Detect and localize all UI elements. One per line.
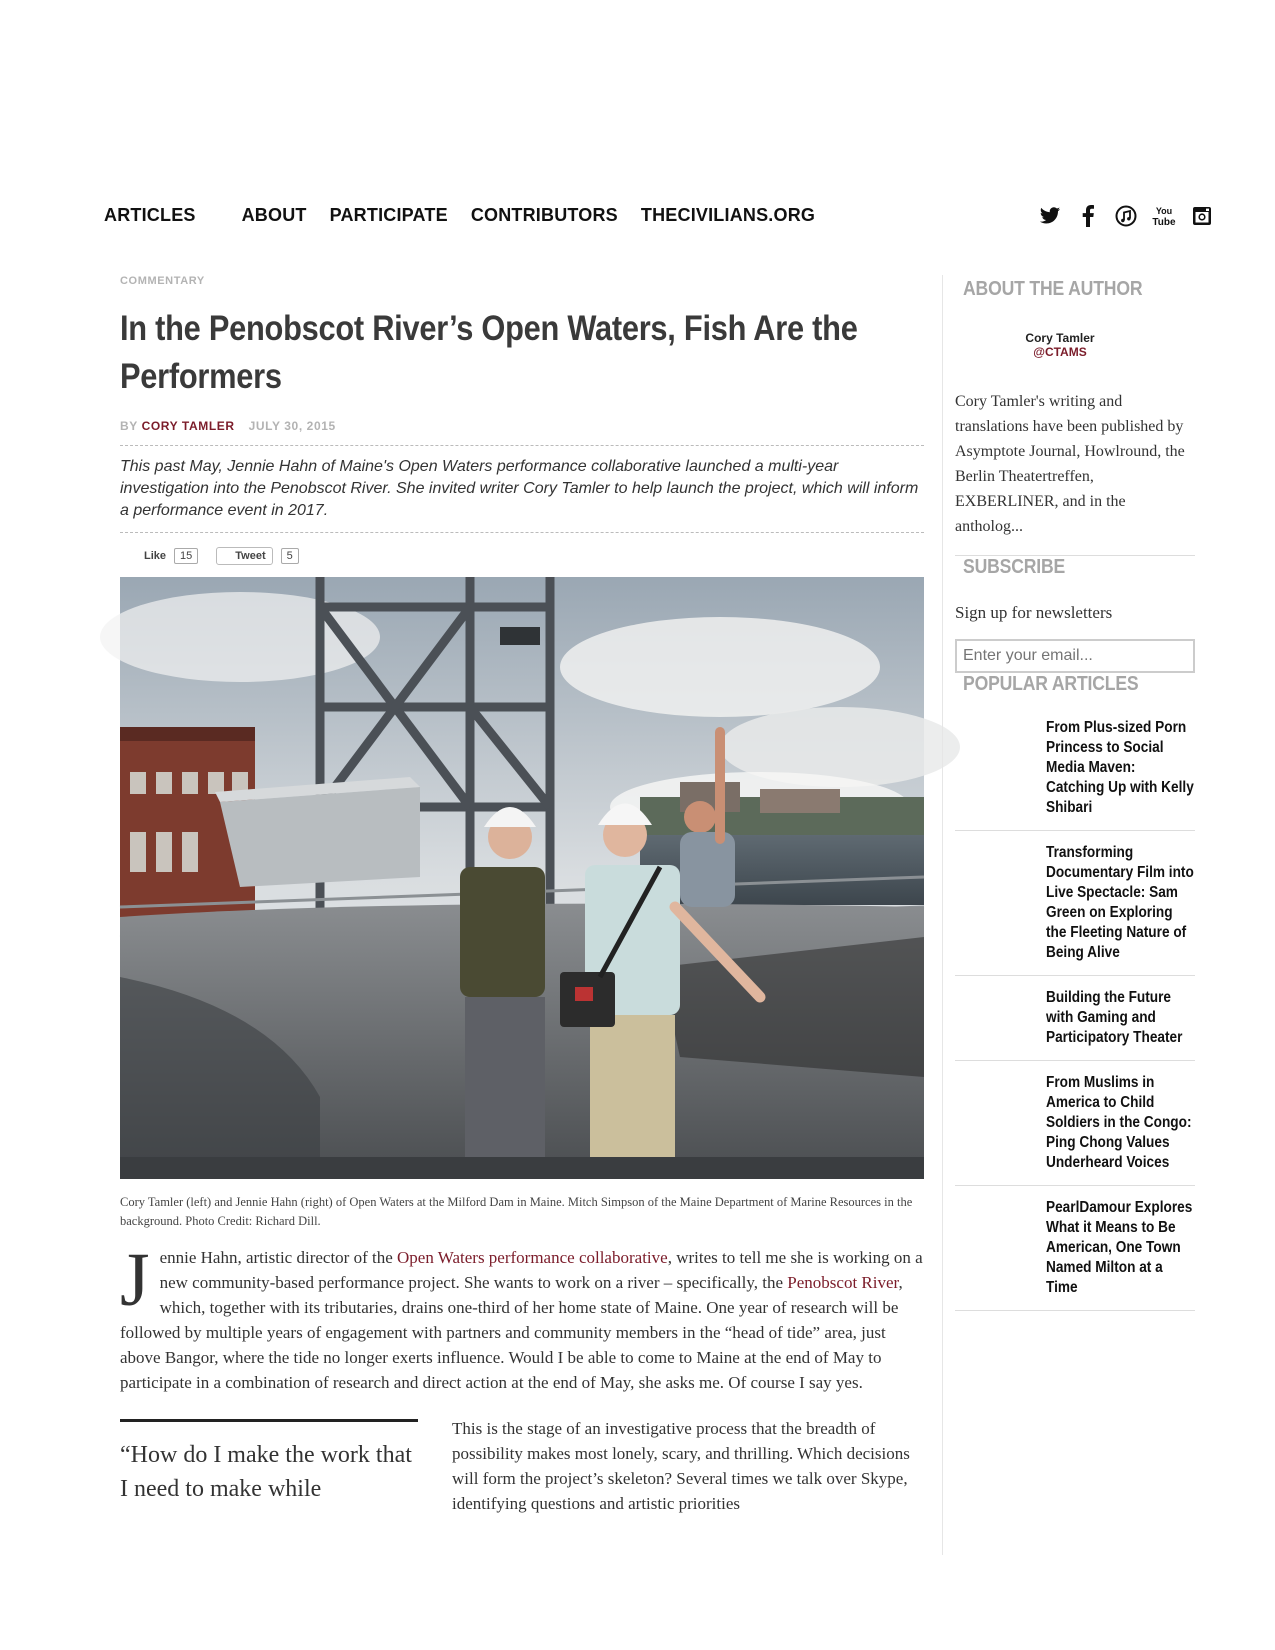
sidebar-divider: [942, 275, 943, 1555]
social-links: [1039, 205, 1213, 227]
photo-caption: Cory Tamler (left) and Jennie Hahn (right) of Open Waters at the Milford Dam in Maine. Mitch Simpson of the Maine Department of Marine Resources in the background. Photo Credit: Richard Dill.: [120, 1195, 913, 1228]
about-author-heading: ABOUT THE AUTHOR: [963, 278, 1143, 300]
itunes-icon[interactable]: [1115, 205, 1137, 227]
main-nav: [104, 205, 838, 226]
like-button[interactable]: Like: [144, 550, 167, 562]
tweet-count: 5: [281, 548, 299, 564]
popular-article-title[interactable]: PearlDamour Explores What it Means to Be American, One Town Named Milton at a Time: [1046, 1199, 1193, 1296]
popular-article-title[interactable]: From Muslims in America to Child Soldiers in the Congo: Ping Chong Values Underheard Voices: [1046, 1074, 1192, 1171]
pull-quote: “How do I make the work that I need to make while: [120, 1419, 418, 1516]
subscribe-heading: SUBSCRIBE: [963, 556, 1066, 578]
author-link[interactable]: CORY TAMLER: [141, 419, 235, 433]
popular-article-title[interactable]: Building the Future with Gaming and Participatory Theater: [1046, 989, 1183, 1046]
popular-article-item[interactable]: [955, 1198, 1195, 1311]
nav-about[interactable]: ABOUT: [241, 205, 307, 225]
nav-contributors[interactable]: CONTRIBUTORS: [470, 205, 618, 225]
article-continuation: [120, 1419, 924, 1516]
popular-article-title[interactable]: From Plus-sized Porn Princess to Social Media Maven: Catching Up with Kelly Shibari: [1046, 719, 1194, 816]
svg-text:You: You: [1155, 206, 1173, 216]
byline: [120, 419, 924, 433]
article-paragraph-2: This is the stage of an investigative process that the breadth of possibility makes most lonely, scary, and thrilling. Which decisions will form the project’s skeleton? Several times we talk over Skype, identifying questions and artistic priorities: [452, 1419, 910, 1513]
sidebar: [955, 278, 1195, 1323]
popular-article-item[interactable]: [955, 843, 1195, 976]
article-deck: This past May, Jennie Hahn of Maine's Open Waters performance collaborative launched a multi-year investigation into the Penobscot River. She invited writer Cory Tamler to help launch the project, which will inform a performance event in 2017.: [120, 445, 924, 533]
open-waters-link[interactable]: Open Waters performance collaborative: [397, 1248, 668, 1267]
nav-articles[interactable]: ARTICLES: [104, 205, 196, 225]
article: [120, 275, 924, 1516]
popular-articles-heading: POPULAR ARTICLES: [963, 673, 1139, 695]
article-paragraph-1: [120, 1238, 924, 1395]
drop-cap: J: [120, 1238, 150, 1322]
popular-article-item[interactable]: [955, 1073, 1195, 1186]
share-bar: [120, 545, 924, 567]
like-count: 15: [174, 548, 198, 564]
facebook-icon[interactable]: [1077, 205, 1099, 227]
article-title: In the Penobscot River’s Open Waters, Fish Are the Performers: [120, 309, 858, 396]
article-photo: [120, 577, 924, 1179]
email-input[interactable]: [955, 639, 1195, 673]
nav-participate[interactable]: PARTICIPATE: [329, 205, 448, 225]
sidebar-author-name[interactable]: Cory Tamler: [1025, 331, 1095, 345]
popular-article-item[interactable]: [955, 988, 1195, 1061]
article-category[interactable]: COMMENTARY: [120, 275, 205, 287]
instagram-icon[interactable]: [1191, 205, 1213, 227]
byline-prefix: BY: [120, 419, 138, 433]
youtube-icon[interactable]: [1153, 205, 1175, 227]
nav-thecivilians[interactable]: THECIVILIANS.ORG: [640, 205, 816, 225]
popular-article-item[interactable]: [955, 718, 1195, 831]
paragraph-text: ennie Hahn, artistic director of the: [159, 1248, 398, 1267]
penobscot-river-link[interactable]: Penobscot River: [787, 1273, 899, 1292]
tweet-label: Tweet: [235, 550, 266, 562]
publish-date: JULY 30, 2015: [248, 419, 336, 433]
sidebar-author-handle[interactable]: @CTAMS: [1033, 345, 1087, 359]
author-bio: Cory Tamler's writing and translations have been published by Asymptote Journal, Howlround, the Berlin Theatertreffen, EXBERLINER, and in the antholog...: [955, 389, 1195, 556]
popular-articles-list: [955, 718, 1195, 1311]
signup-text: Sign up for newsletters: [955, 603, 1113, 622]
tweet-button[interactable]: [216, 547, 272, 565]
twitter-icon[interactable]: [1039, 205, 1061, 227]
svg-text:Tube: Tube: [1152, 217, 1176, 228]
paragraph-text: , which, together with its tributaries, drains one-third of her home state of Maine. One year of research will be followed by multiple years of engagement with partners and community members in the “head of tide” area, just above Bangor, where the tide no longer exerts influence. Would I be able to come to Maine at the end of May to participate in a combination of research and direct action at the end of May, she asks me. Of course I say yes.: [120, 1273, 903, 1392]
popular-article-title[interactable]: Transforming Documentary Film into Live Spectacle: Sam Green on Exploring the Fleeting Nature of Being Alive: [1046, 844, 1194, 961]
paragraph-text: , writes to tell me she is working on a new community-based performance project. She wants to work on a river – specifically, the: [159, 1248, 923, 1292]
